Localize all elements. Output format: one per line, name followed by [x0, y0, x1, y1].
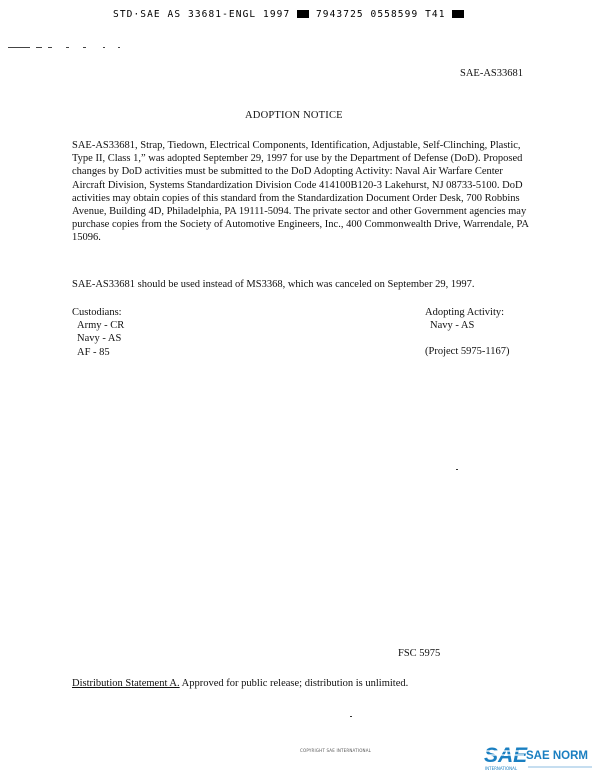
header-code-b: 7943725 0558599 T41 — [315, 9, 446, 20]
project-number: (Project 5975-1167) — [425, 346, 510, 358]
custodians-block — [72, 306, 124, 359]
document-id: SAE-AS33681 — [460, 68, 524, 79]
custodian-item: AF - 85 — [77, 346, 110, 358]
logo-norm-text: SAE NORM — [526, 750, 588, 762]
header-code-a: STD·SAE AS 33681-ENGL 1997 — [113, 9, 291, 20]
supersession-paragraph: SAE-AS33681 should be used instead of MS3368, which was canceled on September 29, 1997. — [72, 279, 475, 290]
scan-artifact — [456, 469, 458, 470]
redaction-block — [297, 10, 309, 18]
logo-sub-text: INTERNATIONAL — [485, 766, 518, 771]
fsc-code: FSC 5975 — [398, 648, 441, 659]
adopting-activity-label: Adopting Activity: — [425, 307, 505, 318]
distribution-text: Approved for public release; distribution is unlimited. — [181, 678, 409, 689]
custodian-item: Navy - AS — [77, 333, 122, 345]
document-header-code — [113, 9, 464, 20]
distribution-label: Distribution Statement A. — [72, 678, 180, 689]
page-title: ADOPTION NOTICE — [245, 110, 343, 121]
footer-fine-print: COPYRIGHT SAE INTERNATIONAL — [300, 748, 372, 753]
adopting-activity-value: Navy - AS — [430, 320, 475, 332]
adoption-paragraph: SAE-AS33681, Strap, Tiedown, Electrical Components, Identification, Adjustable, Self-Clinching, Plastic, Type II, Class 1,” was adopted September 29, 1997 for use by the Department of Defense (DoD). Proposed changes by DoD activities must be submitted to the DoD Adopting Activity: Naval Air Warfare Center Aircraft Division, Systems Standardization Division Code 414100B120-3 Lakehurst, NJ 08733-5100. DoD activities may obtain copies of this standard from the Standardization Document Order Desk, 700 Robbins Avenue, Building 4D, Philadelphia, PA 19111-5094. The private sector and other Government agencies may purchase copies from the Society of Automotive Engineers, Inc., 400 Commonwealth Drive, Warrendale, PA 15096. — [72, 140, 529, 244]
custodian-item: Army - CR — [77, 320, 125, 332]
custodians-label: Custodians: — [72, 307, 122, 318]
adopting-activity-block — [425, 306, 509, 359]
scan-artifact — [8, 47, 128, 49]
logo-sae-text: SAE — [484, 744, 528, 767]
redaction-block — [452, 10, 464, 18]
sae-norm-logo — [484, 742, 594, 772]
distribution-statement — [72, 678, 408, 689]
scan-artifact — [350, 716, 352, 717]
